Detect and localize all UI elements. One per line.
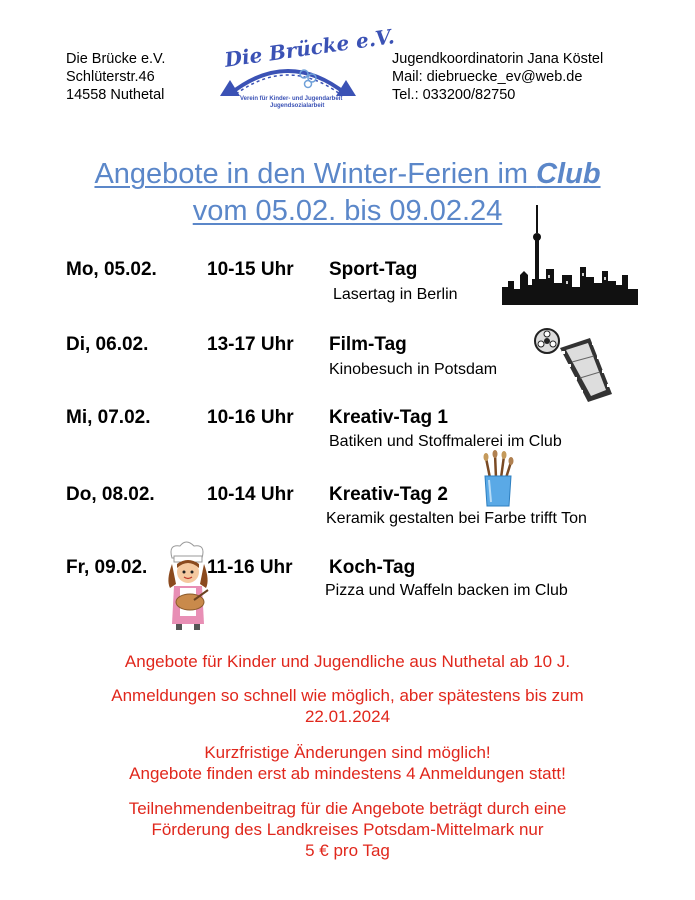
berlin-skyline-icon <box>502 205 638 305</box>
phone: Tel.: 033200/82750 <box>392 87 516 103</box>
schedule-desc-2: Kinobesuch in Potsdam <box>329 361 498 378</box>
schedule-time-3: 10-16 Uhr <box>207 407 294 428</box>
title-line1 <box>94 158 600 190</box>
org-name: Die Brücke e.V. <box>66 51 166 67</box>
org-city: 14558 Nuthetal <box>66 87 165 103</box>
note-changes <box>0 742 695 784</box>
page-title <box>0 158 695 191</box>
org-street: Schlüterstr.46 <box>66 69 155 85</box>
schedule-date-5: Fr, 09.02. <box>66 557 148 578</box>
schedule-desc-1: Lasertag in Berlin <box>333 286 458 303</box>
film-reel-icon <box>532 326 616 404</box>
note-audience: Angebote für Kinder und Jugendliche aus Nuthetal ab 10 J. <box>124 652 571 671</box>
paintbrush-cup-icon <box>480 452 516 508</box>
schedule-title-4: Kreativ-Tag 2 <box>329 484 448 505</box>
email: Mail: diebruecke_ev@web.de <box>392 69 583 85</box>
schedule-desc-5: Pizza und Waffeln backen im Club <box>325 582 568 599</box>
coordinator: Jugendkoordinatorin Jana Köstel <box>392 51 604 67</box>
schedule-title-1: Sport-Tag <box>329 259 418 280</box>
logo-line2: Jugendsozialarbeit <box>270 103 325 109</box>
title-prefix: Angebote in den Winter-Ferien im <box>94 158 537 190</box>
chef-girl-icon <box>160 540 216 630</box>
note-fee <box>0 798 695 861</box>
schedule-date-1: Mo, 05.02. <box>66 259 157 280</box>
org-address <box>66 50 165 104</box>
note-fee-line2: Förderung des Landkreises Potsdam-Mittelmark nur <box>151 820 544 839</box>
logo-subtitle <box>240 96 342 110</box>
note-registration-line1: Anmeldungen so schnell wie möglich, aber spätestens bis zum <box>111 686 584 705</box>
schedule-date-2: Di, 06.02. <box>66 334 149 355</box>
note-registration <box>0 685 695 727</box>
note-changes-line2: Angebote finden erst ab mindestens 4 Anmeldungen statt! <box>129 764 566 783</box>
schedule-date-3: Mi, 07.02. <box>66 407 151 428</box>
schedule-date-4: Do, 08.02. <box>66 484 155 505</box>
note-fee-line3: 5 € pro Tag <box>305 841 390 860</box>
schedule-title-5: Koch-Tag <box>329 557 416 578</box>
logo <box>216 24 396 110</box>
schedule-desc-4: Keramik gestalten bei Farbe trifft Ton <box>326 510 587 527</box>
schedule-time-1: 10-15 Uhr <box>207 259 294 280</box>
schedule-time-5: 11-16 Uhr <box>207 557 293 578</box>
title-line2: vom 05.02. bis 09.02.24 <box>192 195 503 227</box>
note-registration-line2: 22.01.2024 <box>304 707 391 726</box>
schedule-title-2: Film-Tag <box>329 334 407 355</box>
schedule-time-2: 13-17 Uhr <box>207 334 294 355</box>
schedule-time-4: 10-14 Uhr <box>207 484 294 505</box>
logo-title: Die Brücke e.V. <box>223 24 396 72</box>
contact-info <box>392 50 603 104</box>
note-fee-line1: Teilnehmendenbeitrag für die Angebote beträgt durch eine <box>128 799 567 818</box>
logo-line1: Verein für Kinder- und Jugendarbeit <box>240 96 343 102</box>
schedule-desc-3: Batiken und Stoffmalerei im Club <box>329 433 562 450</box>
schedule-title-3: Kreativ-Tag 1 <box>329 407 448 428</box>
title-club: Club <box>536 158 601 190</box>
note-changes-line1: Kurzfristige Änderungen sind möglich! <box>204 743 491 762</box>
